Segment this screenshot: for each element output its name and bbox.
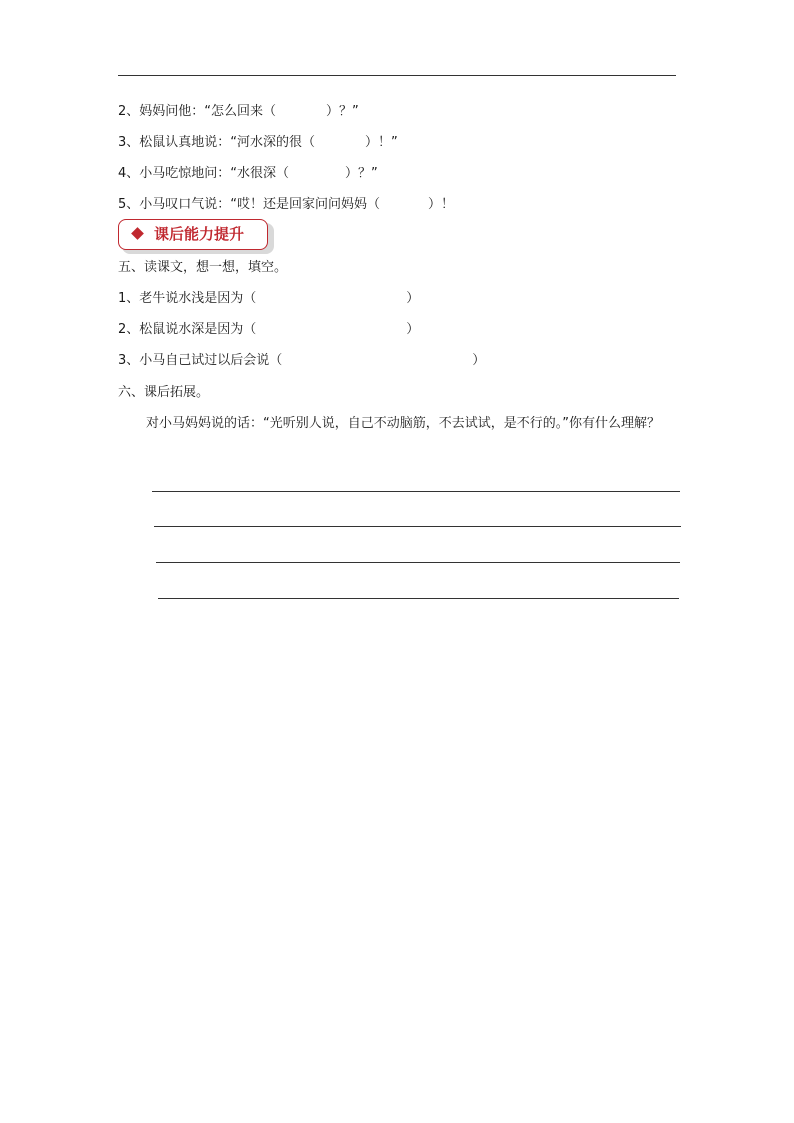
section-6-prompt	[118, 409, 678, 439]
section-5-item-1-suffix: ）	[406, 291, 420, 306]
question-2-prefix: 2、妈妈问他：“怎么回来（	[118, 104, 277, 119]
banner-title: 课后能力提升	[154, 225, 245, 243]
section-5-item-1	[118, 289, 419, 309]
question-4	[118, 164, 378, 184]
section-5-item-3-prefix: 3、小马自己试过以后会说（	[118, 353, 283, 368]
question-5-suffix: ）！	[428, 197, 455, 212]
answer-line-4[interactable]	[158, 598, 679, 599]
section-5-item-1-prefix: 1、老牛说水浅是因为（	[118, 291, 257, 306]
question-2	[118, 102, 359, 122]
question-2-suffix: ）？”	[326, 104, 359, 119]
section-5-heading: 五、读课文，想一想，填空。	[118, 260, 288, 275]
section-5-item-2	[118, 320, 419, 340]
question-5-prefix: 5、小马叹口气说：“哎！还是回家问问妈妈（	[118, 197, 381, 212]
question-4-suffix: ）？”	[345, 166, 378, 181]
question-3	[118, 133, 398, 153]
question-4-prefix: 4、小马吃惊地问：“水很深（	[118, 166, 290, 181]
answer-line-2[interactable]	[154, 526, 681, 527]
question-3-suffix: ）！”	[365, 135, 398, 150]
section-5-item-3	[118, 351, 485, 371]
section-5-item-2-prefix: 2、松鼠说水深是因为（	[118, 322, 257, 337]
header-rule	[118, 75, 676, 76]
section-5-item-3-suffix: ）	[472, 353, 486, 368]
question-3-prefix: 3、松鼠认真地说：“河水深的很（	[118, 135, 316, 150]
answer-line-1[interactable]	[152, 491, 680, 492]
section-5-item-2-suffix: ）	[406, 322, 420, 337]
section-banner	[118, 219, 274, 254]
section-6-prompt-text: 对小马妈妈说的话：“光听别人说，自己不动脑筋，不去试试，是不行的。”你有什么理解？	[146, 416, 660, 431]
section-6-heading: 六、课后拓展。	[118, 385, 210, 400]
answer-line-3[interactable]	[156, 562, 680, 563]
question-5	[118, 195, 454, 215]
